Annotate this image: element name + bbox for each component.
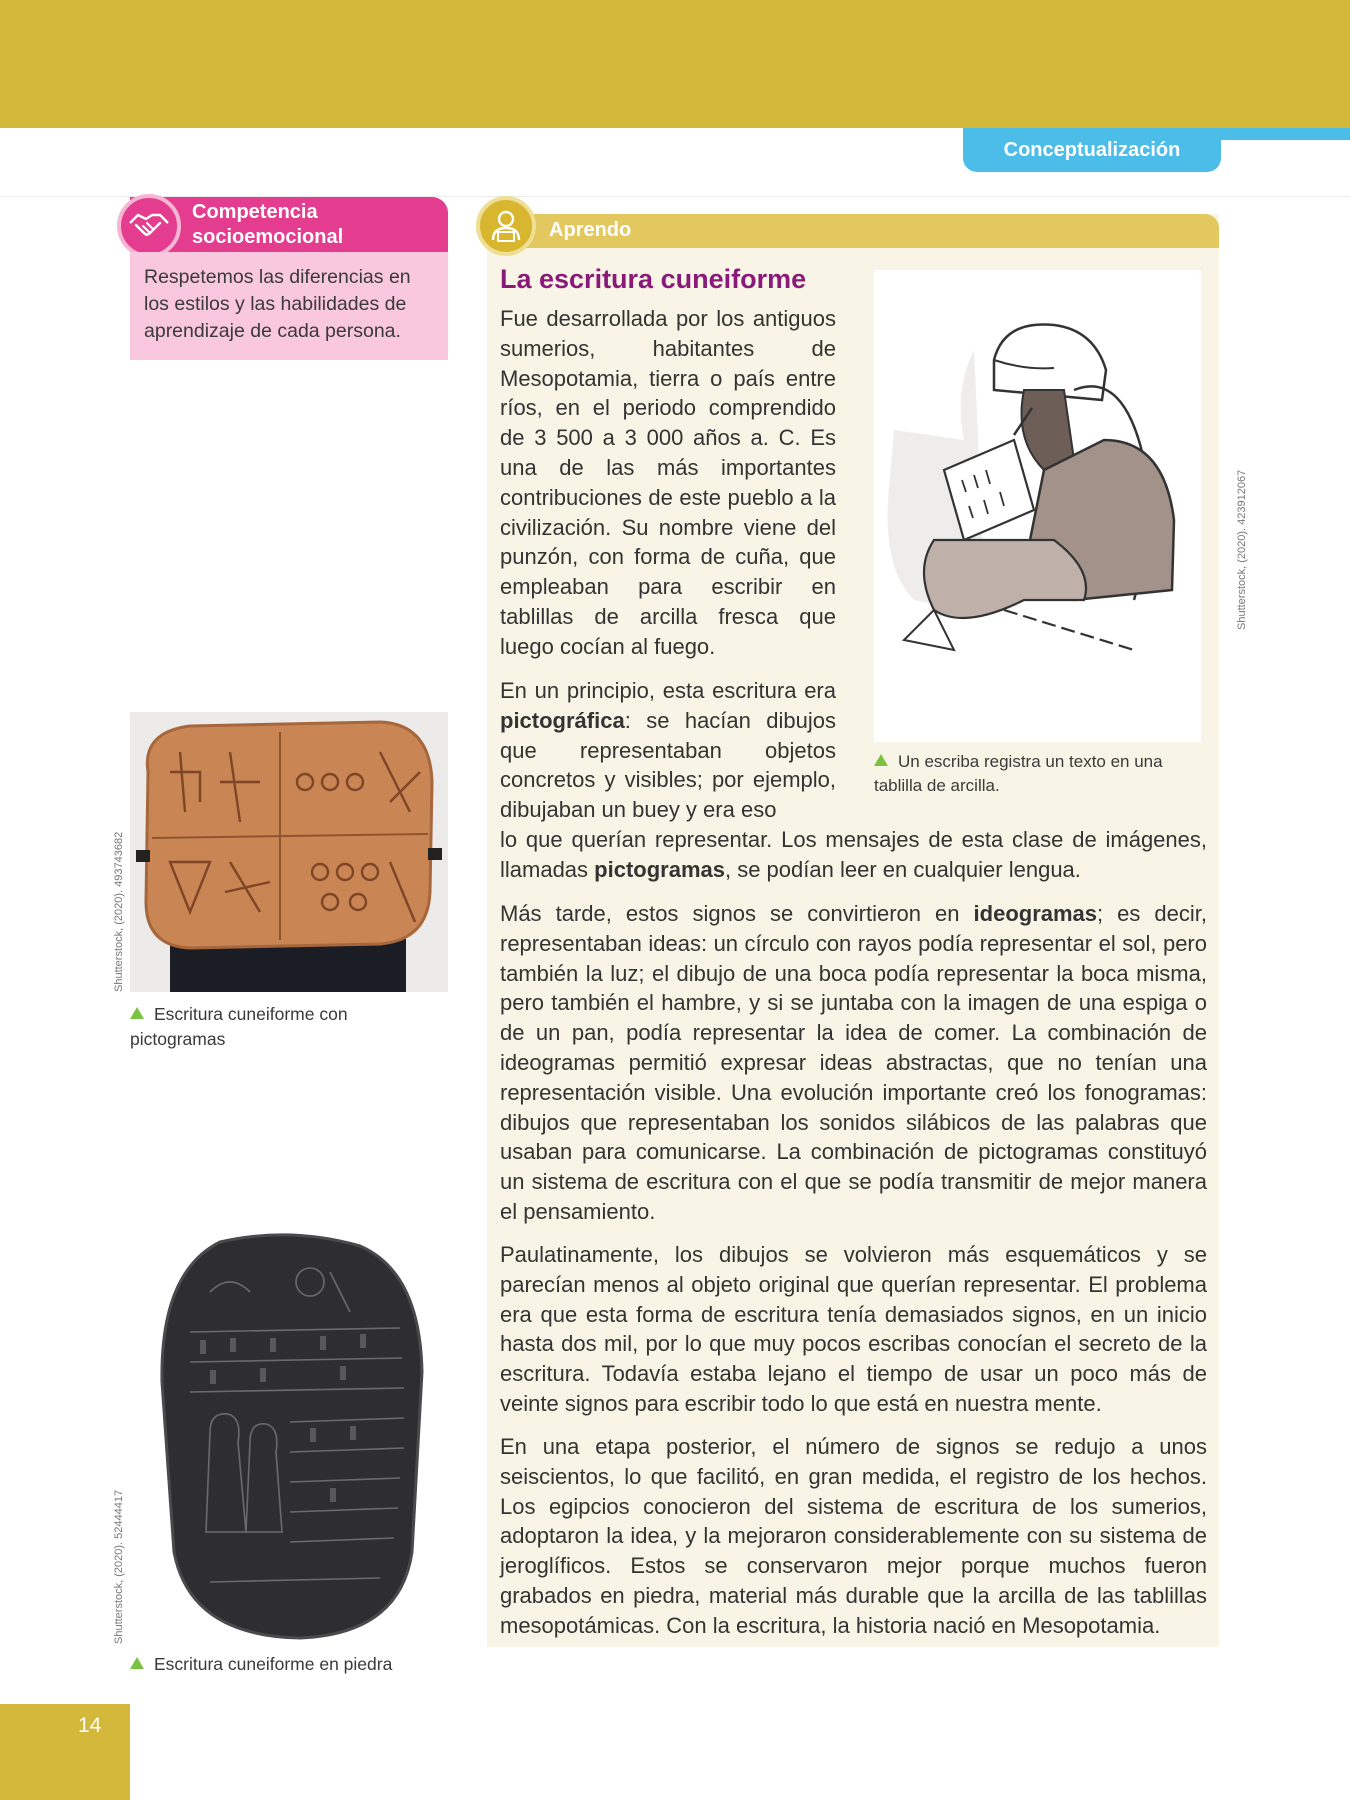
stone-photo-credit: Shutterstock, (2020). 52444417 [113,1489,125,1644]
tablet-photo [130,712,448,992]
paragraph-2-wide [500,825,1207,885]
p2-text-b: : se hacían dibujos que representaban objetos concretos y visibles; por ejemplo, dibujaban un buey y era eso [500,707,836,823]
handshake-icon [117,194,181,258]
p2-text-d: , se podían leer en cualquier lengua. [724,856,1081,882]
p3-bold-ideogramas: ideogramas [973,901,1098,926]
competencia-title [192,200,432,250]
competencia-title-line1: Competencia [192,201,318,223]
paragraph-4: Paulatinamente, los dibujos se volvieron más esquemáticos y se parecían menos al objeto original que querían representar. El problema era que esta forma de escritura tenía demasiados signos, en un inicio hasta dos mil, por lo que muy pocos escribas conocían el secreto de la escritura. Todavía estaba lejano el tiempo de usar un poco más de veinte signos para escribir todo lo que está en nuestra mente. [500,1242,1207,1416]
p2-bold-pictogramas: pictogramas [594,856,725,882]
p2-text-a: En un principio, esta escritura era [500,678,836,703]
competencia-title-line2: socioemocional [192,226,344,248]
article-title: La escritura cuneiforme [500,264,807,294]
stone-caption [130,1652,450,1677]
tablet-caption-line2: pictogramas [130,1029,226,1049]
triangle-bullet-icon [874,754,888,766]
paragraph-1: Fue desarrollada por los antiguos sumerios, habitantes de Mesopotamia, tierra o país entre ríos, en el periodo comprendido de 3 500 a 3 000 años a. C. Es una de las más importantes contribuciones de este pueblo a la civilización. Su nombre viene del punzón, con forma de cuña, que empleaban para escribir en tablillas de arcilla fresca que luego cocían al fuego. [500,306,836,659]
tablet-photo-credit: Shutterstock, (2020). 493743682 [113,831,125,992]
scribe-caption-line1: Un escriba registra un texto en una [898,752,1163,771]
scribe-illustration [874,270,1201,742]
page-number: 14 [78,1714,102,1737]
aprendo-label: Aprendo [549,219,632,241]
scribe-credit: Shutterstock, (2020). 423912067 [1236,469,1248,630]
section-tab: Conceptualización [963,128,1221,172]
stone-photo [150,1232,430,1642]
p3-text-b: ; es decir, representaban ideas: un círculo con rayos podía representar el sol, pero también la luz; el dibujo de una boca podía representar la boca misma, pero también el hambre, y si se juntaba con la imagen de una espiga o de un pan, podía representar la idea de comer. La combinación de ideogramas permitió expresar ideas abstractas, que no tenían una representación visible. Una evolución importante creó los fonogramas: dibujos que representaban los sonidos silábicos de las palabras que usaban para comunicarse. La combinación de pictogramas constituyó un sistema de escritura con el que se podía transmitir de mejor manera el pensamiento. [500,901,1207,1224]
scribe-caption-line2: tablilla de arcilla. [874,776,1000,795]
paragraph-3 [500,899,1207,1227]
tablet-caption [130,1002,430,1052]
triangle-bullet-icon [130,1007,144,1019]
paragraph-5: En una etapa posterior, el número de signos se redujo a unos seiscientos, lo que facilitó, en gran medida, el registro de los hechos. Los egipcios conocieron del sistema de escritura de los sumerios, adoptaron la idea, y la mejoraron considerablemente con su sistema de jeroglíficos. Estos se conservaron mejor porque muchos fueron grabados en piedra, material más durable que la arcilla de las tablillas mesopotámicas. Con la escritura, la historia nació en Mesopotamia. [500,1434,1207,1638]
reader-icon [476,196,536,256]
page-number-block [0,1704,130,1800]
p3-text-a: Más tarde, estos signos se convirtieron en [500,901,974,926]
header-band [0,0,1350,128]
tablet-caption-line1: Escritura cuneiforme con [154,1004,348,1024]
section-tab-tail [1221,128,1350,140]
competencia-text: Respetemos las diferencias en los estilos y las habilidades de aprendizaje de cada persona. [130,252,448,360]
aprendo-header [487,214,1219,248]
paragraph-2-narrow [500,676,836,825]
p2-text-c: lo que querían representar. Los mensajes de esta clase de imágenes, llamadas [500,827,1207,882]
p2-bold-pictografica: pictográfica [500,707,625,733]
stone-caption-text: Escritura cuneiforme en piedra [154,1654,393,1674]
triangle-bullet-icon [130,1657,144,1669]
scribe-caption [874,750,1204,798]
